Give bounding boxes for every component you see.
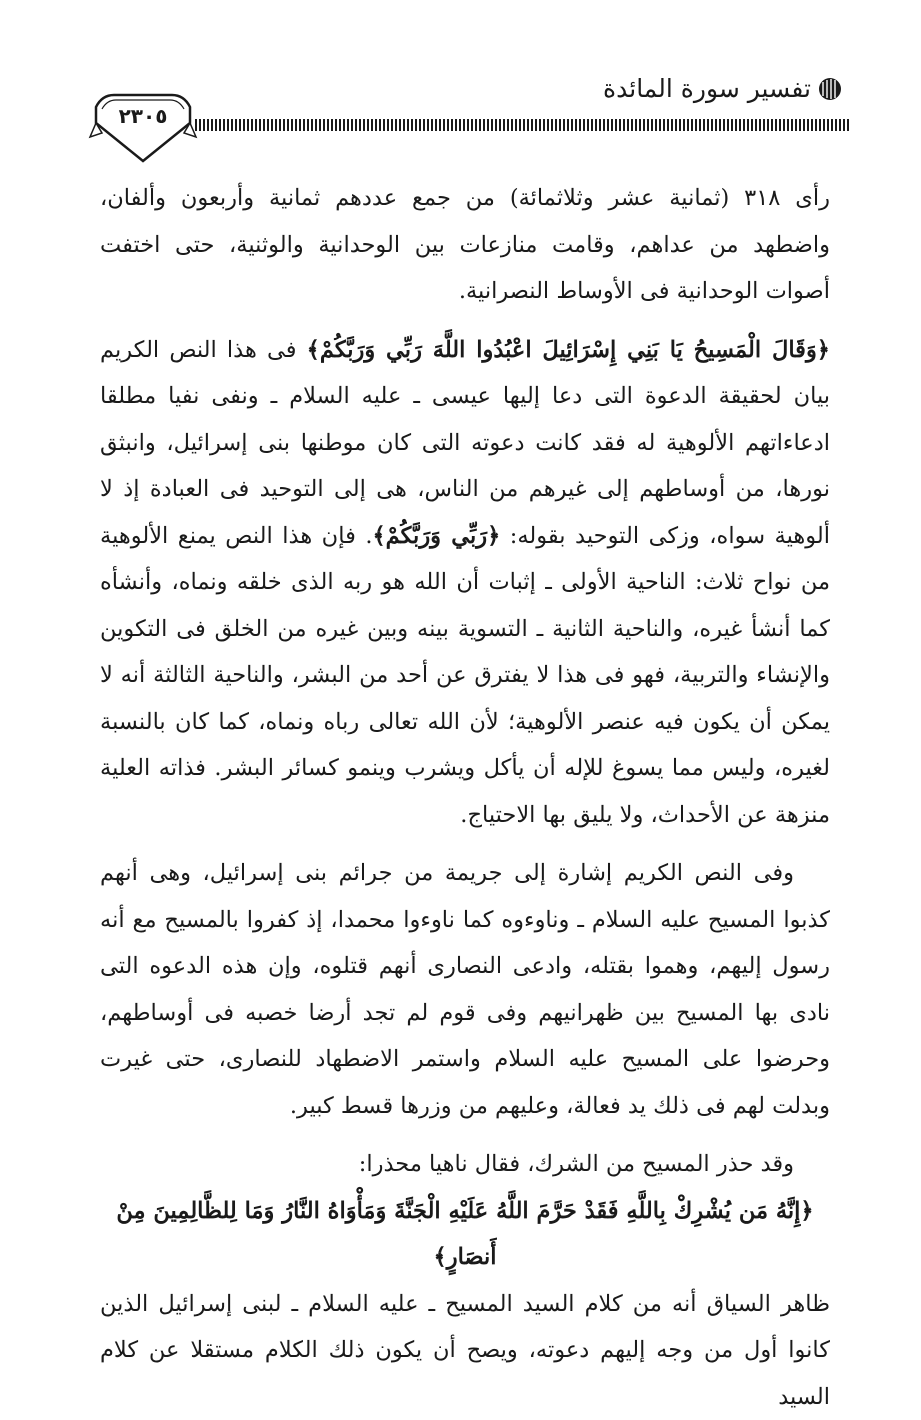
ornament-icon (817, 76, 843, 102)
quran-verse-block: ﴿إِنَّهُ مَن يُشْرِكْ بِاللَّهِ فَقَدْ حَرَّمَ اللَّهُ عَلَيْهِ الْجَنَّةَ وَمَأْوَاهُ النَّارُ وَمَا لِلظَّالِمِينَ مِنْ أَنصَارٍ﴾ (100, 1188, 830, 1281)
page-header (0, 0, 921, 175)
quran-verse: ﴿وَقَالَ الْمَسِيحُ يَا بَنِي إِسْرَائِيلَ اعْبُدُوا اللَّهَ رَبِّي وَرَبَّكُمْ﴾ (307, 337, 830, 363)
paragraph-2-text-a: فى هذا النص الكريم بيان لحقيقة الدعوة التى دعا إليها عيسى ـ عليه السلام ـ ونفى نفيا مطلقا ادعاءاتهم الألوهية له فقد كانت دعوته التى كان موطنها بنى إسرائيل، وانبثق نورها، من أوساطهم إلى غيرهم من الناس، هى إلى التوحيد فى العبادة إذ لا ألوهية سواه، وزكى التوحيد بقوله: (100, 337, 830, 549)
paragraph-3: وفى النص الكريم إشارة إلى جريمة من جرائم بنى إسرائيل، وهى أنهم كذبوا المسيح عليه السلام ـ وناوءوه كما ناوءوا محمدا، إذ كفروا بالمسيح مع أنه رسول إليهم، وهموا بقتله، وادعى النصارى أنهم قتلوه، وإن هذه الدعوه التى نادى بها المسيح بين ظهرانيهم وفى قوم لم تجد أرضا خصبه فى أوساطهم، وحرضوا على المسيح عليه السلام واستمر الاضطهاد للنصارى، حتى غيرت وبدلت لهم فى ذلك يد فعالة، وعليهم من وزرها قسط كبير. (100, 850, 830, 1129)
header-rule (195, 119, 850, 131)
running-title: تفسير سورة المائدة (603, 74, 811, 103)
page-body (100, 175, 830, 1420)
paragraph-2 (100, 327, 830, 839)
page-number: ٢٣٠٥ (98, 104, 188, 128)
quran-verse-inline: ﴿رَبِّي وَرَبَّكُمْ﴾ (372, 523, 500, 549)
paragraph-5: ظاهر السياق أنه من كلام السيد المسيح ـ عليه السلام ـ لبنى إسرائيل الذين كانوا أول من وجه إليهم دعوته، ويصح أن يكون ذلك الكلام مستقلا عن كلام السيد (100, 1281, 830, 1420)
paragraph-1: رأى ٣١٨ (ثمانية عشر وثلاثمائة) من جمع عددهم ثمانية وأربعون وألفان، واضطهد من عداهم، وقامت منازعات بين الوحدانية والوثنية، حتى اختفت أصوات الوحدانية فى الأوساط النصرانية. (100, 175, 830, 315)
paragraph-2-text-b: . فإن هذا النص يمنع الألوهية من نواح ثلاث: الناحية الأولى ـ إثبات أن الله هو ربه الذى خلقه ونماه، وأنشأه كما أنشأ غيره، والناحية الثانية ـ التسوية بينه وبين غيره من الخلق فى التكوين والإنشاء والتربية، فهو فى هذا لا يفترق عن أحد من البشر، والناحية الثالثة أنه لا يمكن أن يكون فيه عنصر الألوهية؛ لأن الله تعالى رباه ونماه، كما كان بالنسبة لغيره، وليس مما يسوغ للإله أن يأكل ويشرب وينمو كسائر البشر. فذاته العلية منزهة عن الأحداث، ولا يليق بها الاحتياج. (100, 523, 830, 828)
paragraph-4: وقد حذر المسيح من الشرك، فقال ناهيا محذرا: (100, 1141, 830, 1188)
